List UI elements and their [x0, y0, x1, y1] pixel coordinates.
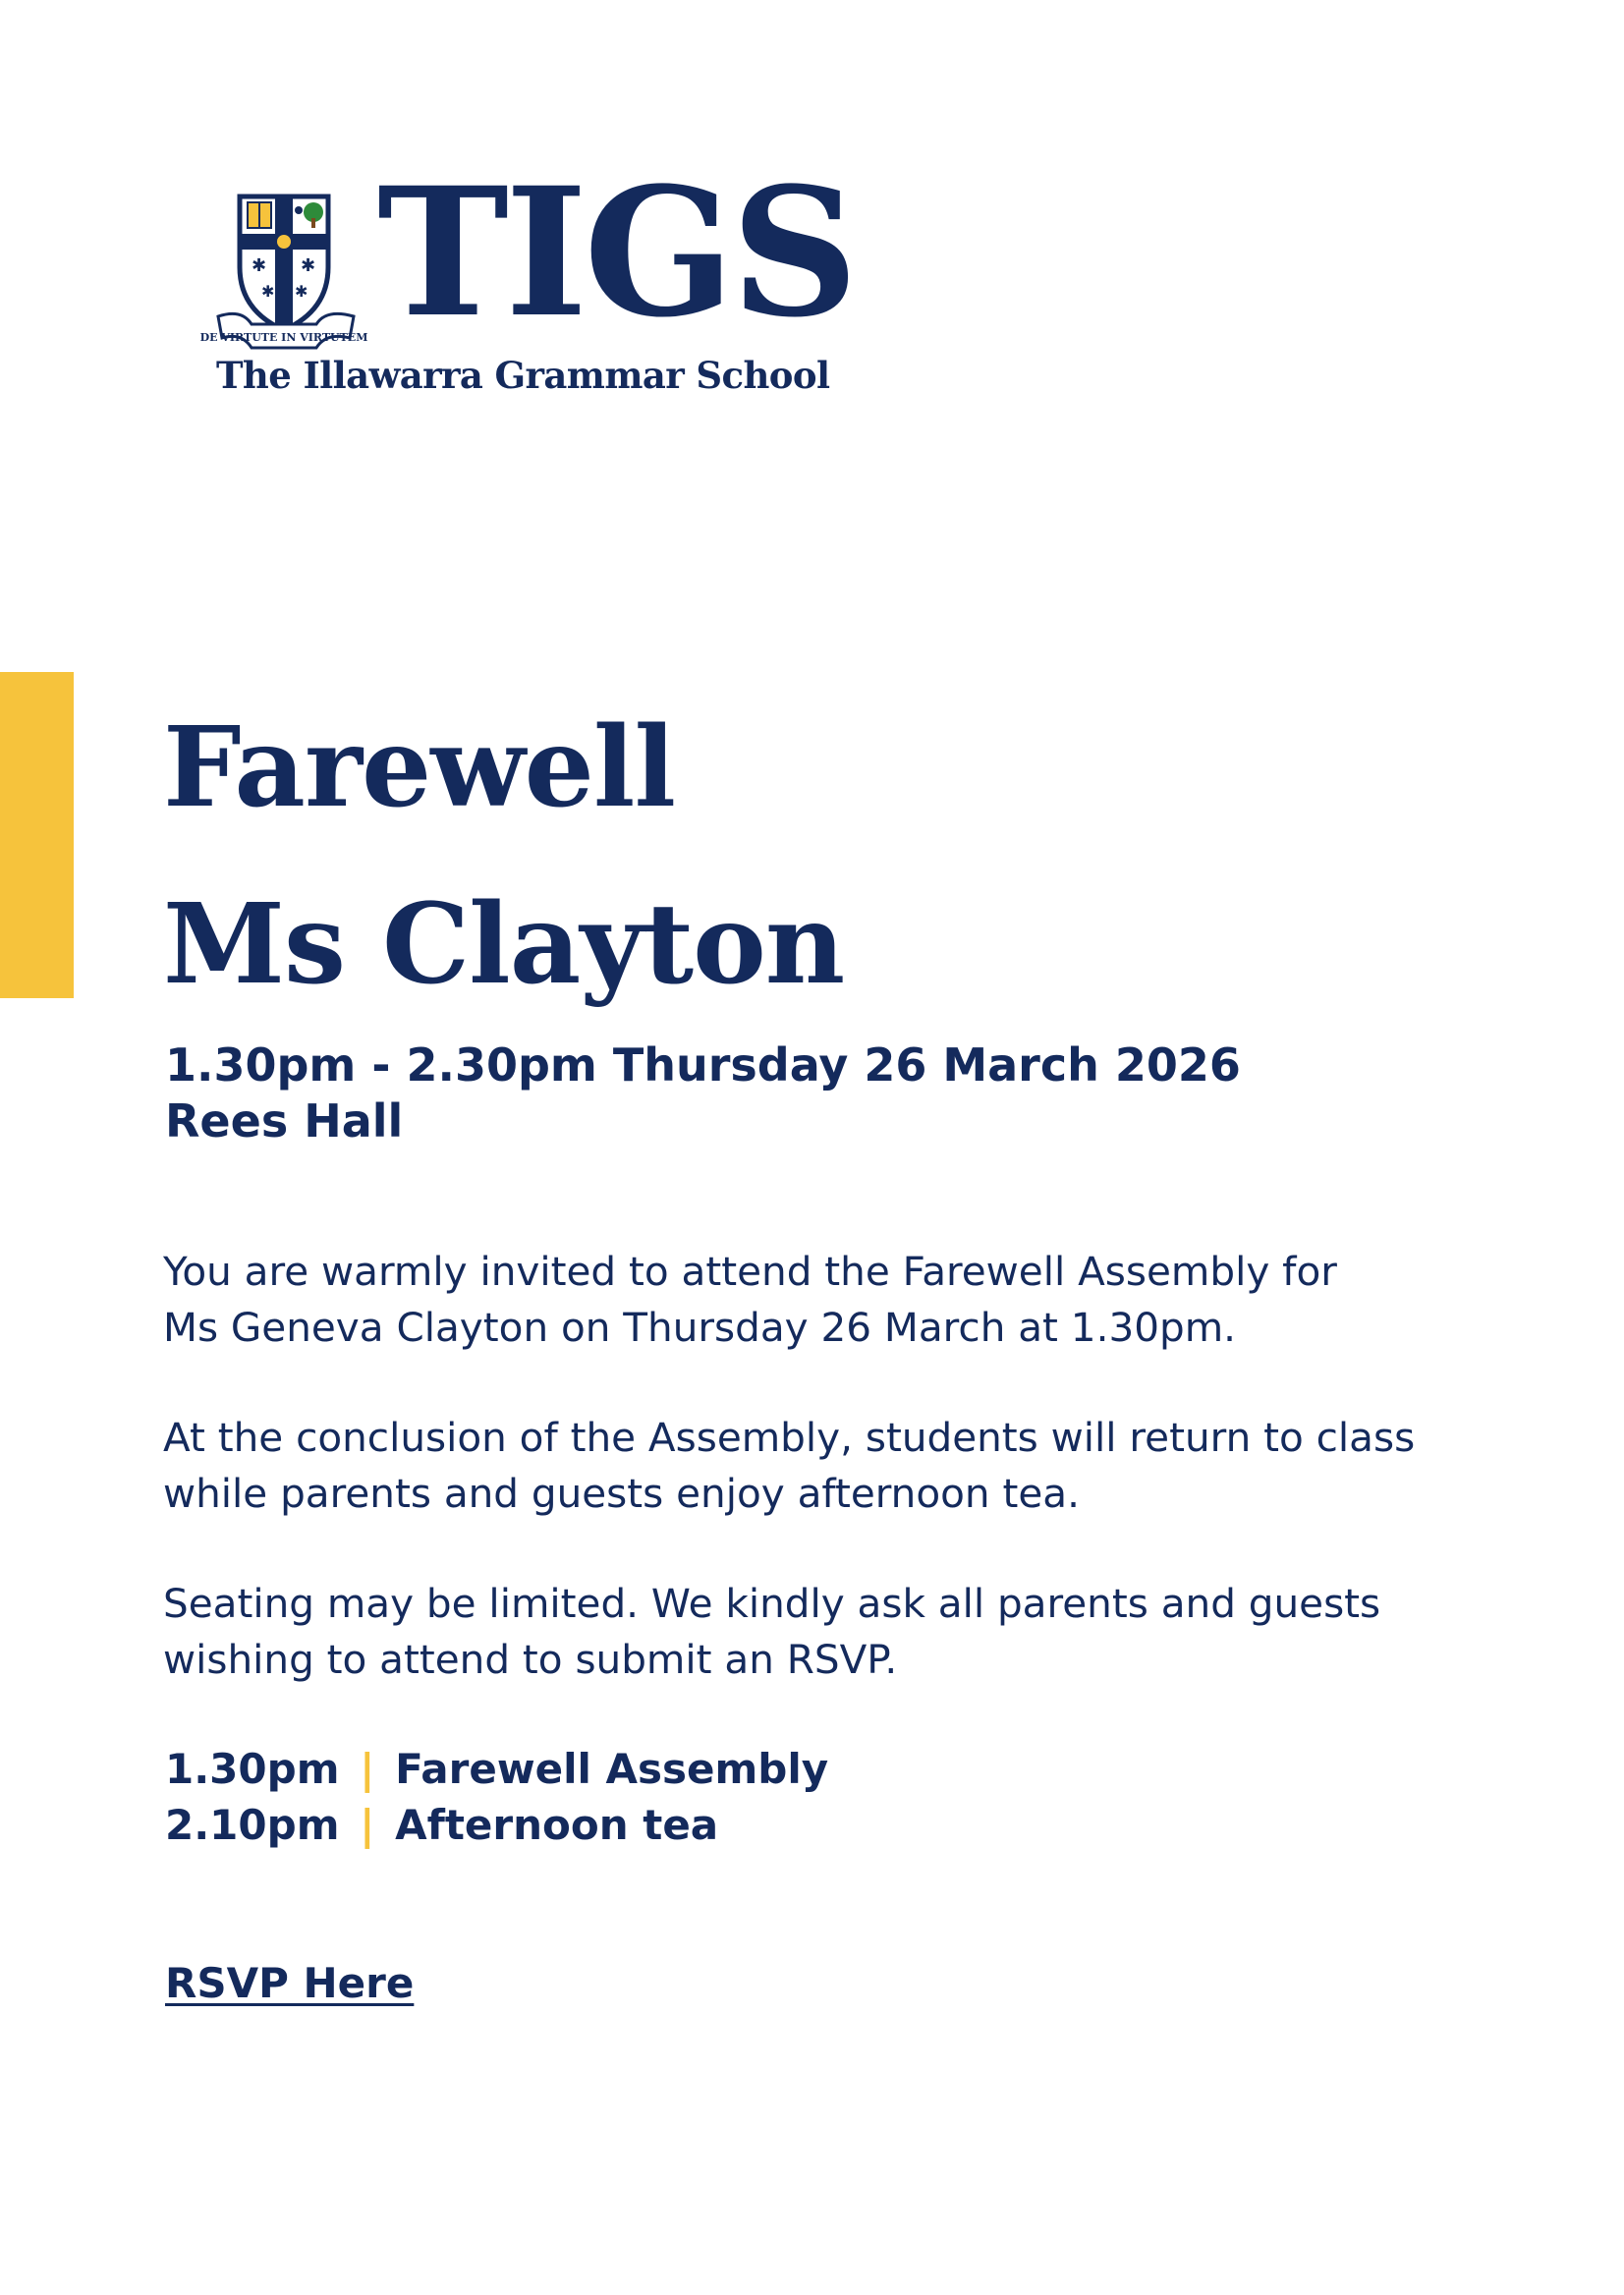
schedule — [165, 1741, 828, 1853]
invitation-body — [163, 1244, 1460, 1742]
paragraph-line: while parents and guests enjoy afternoon tea. — [163, 1470, 1080, 1517]
page-title — [163, 680, 844, 1034]
svg-text:✱: ✱ — [252, 255, 267, 276]
paragraph-invitation — [163, 1244, 1460, 1356]
svg-text:✱: ✱ — [295, 282, 308, 301]
paragraph-line: wishing to attend to submit an RSVP. — [163, 1636, 898, 1683]
schedule-divider: | — [360, 1801, 375, 1849]
wordmark: TIGS — [377, 149, 855, 357]
title-line-1: Farewell — [163, 703, 675, 832]
schedule-item: Farewell Assembly — [395, 1745, 829, 1793]
paragraph-line: Seating may be limited. We kindly ask all parents and guests — [163, 1580, 1381, 1627]
paragraph-seating — [163, 1576, 1460, 1688]
motto-text: DE VIRTUTE IN VIRTUTEM — [199, 331, 368, 344]
rsvp-link[interactable]: RSVP Here — [165, 1959, 415, 2007]
paragraph-line: At the conclusion of the Assembly, students will return to class — [163, 1414, 1416, 1461]
paragraph-conclusion — [163, 1410, 1460, 1522]
school-logo — [199, 149, 855, 419]
schedule-time: 2.10pm — [165, 1801, 340, 1849]
paragraph-line: You are warmly invited to attend the Farewell Assembly for — [163, 1248, 1337, 1295]
event-where: Rees Hall — [165, 1094, 404, 1148]
schedule-divider: | — [360, 1745, 375, 1793]
schedule-row — [165, 1741, 828, 1797]
schedule-row — [165, 1797, 828, 1853]
accent-bar — [0, 672, 74, 998]
event-details — [165, 1037, 1241, 1149]
paragraph-line: Ms Geneva Clayton on Thursday 26 March at 1.30pm. — [163, 1304, 1237, 1351]
school-name: The Illawarra Grammar School — [216, 354, 830, 397]
school-crest-icon — [199, 191, 368, 358]
svg-text:✱: ✱ — [261, 282, 275, 301]
title-line-2: Ms Clayton — [163, 880, 845, 1009]
event-when: 1.30pm - 2.30pm Thursday 26 March 2026 — [165, 1038, 1241, 1092]
svg-text:✱: ✱ — [301, 255, 316, 276]
schedule-item: Afternoon tea — [395, 1801, 719, 1849]
schedule-time: 1.30pm — [165, 1745, 340, 1793]
